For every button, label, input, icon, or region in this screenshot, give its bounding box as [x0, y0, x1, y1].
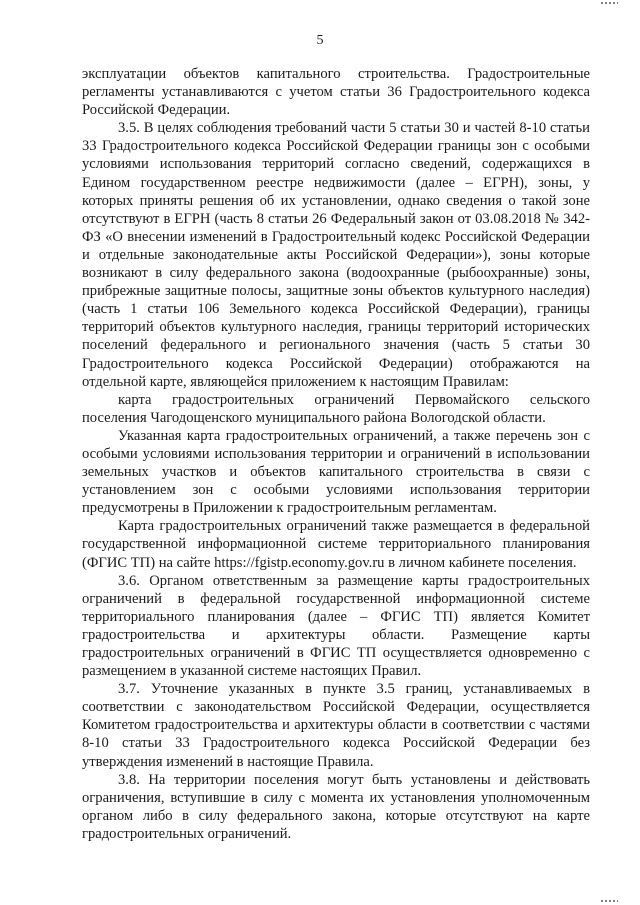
paragraph-3-6: 3.6. Органом ответственным за размещение карты градостроительных ограничений в федеральной государственной информационной системе территориального планирования (далее – ФГИС ТП) является Комитет градостроительства и архитектуры области. Размещение карты градостроительных ограничений в ФГИС ТП осуществляется одновременно с размещением в указанной системе настоящих Правил. — [82, 572, 590, 680]
paragraph-map-title: карта градостроительных ограничений Первомайского сельского поселения Чагодощенского муниципального района Вологодской области. — [82, 391, 590, 426]
document-body — [82, 65, 590, 843]
paragraph-map-fgis: Карта градостроительных ограничений также размещается в федеральной государственной информационной системе территориального планирования (ФГИС ТП) на сайте https://fgistp.economy.gov.ru в личном кабинете поселения. — [82, 518, 590, 571]
scan-mark-top — [600, 2, 618, 4]
scan-mark-bottom — [600, 900, 618, 902]
paragraph-map-list: Указанная карта градостроительных ограничений, а также перечень зон с особыми условиями использования территории и ограничений в использовании земельных участков и объектов капитального строительства в связи с установлением зон с особыми условиями использования территории предусмотрены в Приложении к градостроительным регламентам. — [82, 427, 590, 517]
paragraph-3-8: 3.8. На территории поселения могут быть установлены и действовать ограничения, вступившие в силу с момента их установления уполномоченным органом либо в силу федерального закона, которые отсутствуют на карте градостроительных ограничений. — [82, 771, 590, 842]
paragraph-3-5: 3.5. В целях соблюдения требований части 5 статьи 30 и частей 8-10 статьи 33 Градостроительного кодекса Российской Федерации границы зон с особыми условиями использования территорий согласно сведений, содержащихся в Едином государственном реестре недвижимости (далее – ЕГРН), зоны, у которых приняты решения об их установлении, однако сведения о такой зоне отсутствуют в ЕГРН (часть 8 статьи 26 Федеральный закон от 03.08.2018 № 342-ФЗ «О внесении изменений в Градостроительный кодекс Российской Федерации и отдельные законодательные акты Российской Федерации»), зоны которые возникают в силу федерального закона (водоохранные (рыбоохранные) зоны, прибрежные защитные полосы, защитные зоны объектов культурного наследия) (часть 1 статьи 106 Земельного кодекса Российской Федерации), границы территорий объектов культурного наследия, границы территорий исторических поселений федерального и регионального значения (часть 5 статьи 30 Градостроительного кодекса Российской Федерации) отображаются на отдельной карте, являющейся приложением к настоящим Правилам: — [82, 120, 590, 390]
paragraph-continuation: эксплуатации объектов капитального строительства. Градостроительные регламенты устанавливаются с учетом статьи 36 Градостроительного кодекса Российской Федерации. — [82, 66, 590, 119]
page-number: 5 — [316, 33, 324, 48]
paragraph-3-7: 3.7. Уточнение указанных в пункте 3.5 границ, устанавливаемых в соответствии с законодательством Российской Федерации, осуществляется Комитетом градостроительства и архитектуры области в соответствии с частями 8-10 статьи 33 Градостроительного кодекса Российской Федерации без утверждения изменений в настоящие Правила. — [82, 681, 590, 770]
